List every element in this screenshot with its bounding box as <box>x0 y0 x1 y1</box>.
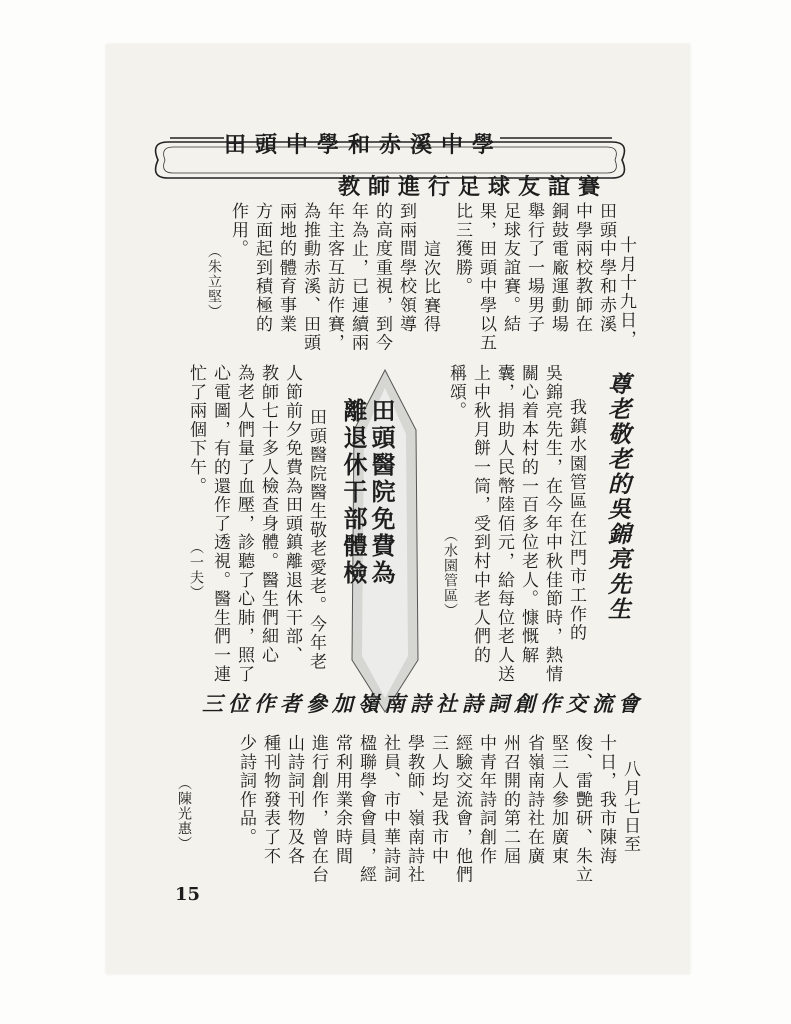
article1-col-3: 中學兩校教師在 <box>572 202 592 334</box>
article4-col-13: 常利用業余時間 <box>332 734 352 866</box>
article4-col-1: 八月七日至 <box>620 760 640 854</box>
article3-col-5: 心電圖，有的還作了透視。醫生們一連 <box>210 364 230 684</box>
article4-signature: （陳光惠） <box>176 776 192 851</box>
article1-col-1: 十月十九日， <box>616 236 636 349</box>
article4-col-16: 種刊物發表了不 <box>260 734 280 866</box>
article4-col-3: 俊、雷艷研、朱立 <box>572 734 592 885</box>
article3-col-4: 為老人們量了血壓，診聽了心肺，照了 <box>234 364 254 684</box>
article1-subtitle: 教師進行足球友誼賽 <box>338 174 609 200</box>
article4-col-2: 十日，我市陳海 <box>596 734 616 866</box>
article4-col-12: 楹聯學會會員，經 <box>356 734 376 885</box>
article4-col-14: 進行創作，曾在台 <box>308 734 328 885</box>
article1-col-14: 為推動赤溪、田頭 <box>300 202 320 353</box>
article2-col-1: 我鎮水園管區在江門市工作的 <box>566 398 586 643</box>
article3-col-2: 人節前夕免費為田頭鎮離退休干部、 <box>282 364 302 665</box>
article2-col-6: 稱頌。 <box>446 364 466 421</box>
article4-col-11: 社員、市中華詩詞 <box>380 734 400 885</box>
article1-col-13: 年主客互訪作賽， <box>324 202 344 353</box>
article1-col-5: 舉行了一場男子 <box>524 202 544 334</box>
article1-col-7: 果，田頭中學以五 <box>476 202 496 353</box>
article2-col-3: 關心着本村的一百多位老人。慷慨解 <box>518 364 538 665</box>
article3-signature: （一夫） <box>188 540 204 600</box>
article4-col-7: 中青年詩詞創作 <box>476 734 496 866</box>
article4-col-6: 州召開的第二屆 <box>500 734 520 866</box>
article1-col-10: 到兩間學校領導 <box>396 202 416 334</box>
article1-title: 田頭中學和赤溪中學 <box>224 132 504 158</box>
article2-col-5: 上中秋月餅一筒，受到村中老人們的 <box>470 364 490 665</box>
article4-col-15: 山詩詞刊物及各 <box>284 734 304 866</box>
article1-col-16: 方面起到積極的 <box>252 202 272 334</box>
page-number: 15 <box>175 884 201 905</box>
article3-col-3: 教師七十多人檢查身體。醫生們細心 <box>258 364 278 665</box>
article4-col-5: 省嶺南詩社在廣 <box>524 734 544 866</box>
article3-headline-2: 離退休干部體檢 <box>339 398 368 587</box>
article1-col-15: 兩地的體育事業 <box>276 202 296 334</box>
article1-col-6: 足球友誼賽。結 <box>500 202 520 334</box>
article4-col-8: 經驗交流會，他們 <box>452 734 472 885</box>
article1-col-17: 作用。 <box>228 202 248 259</box>
article2-col-2: 吳錦亮先生，在今年中秋佳節時，熱情 <box>542 364 562 684</box>
article2-col-4: 囊，捐助人民幣陸佰元，給每位老人送 <box>494 364 514 684</box>
article3-col-1: 田頭醫院醫生敬老愛老。今年老 <box>306 408 326 672</box>
article1-col-9: 這次比賽得 <box>420 240 440 334</box>
article4-col-17: 少詩詞作品。 <box>236 734 256 847</box>
article1-col-4: 銅鼓電廠運動場 <box>548 202 568 334</box>
article1-col-8: 比三獲勝。 <box>452 202 472 296</box>
article4-col-10: 學教師、嶺南詩社 <box>404 734 424 885</box>
article4-col-9: 三人均是我市中 <box>428 734 448 866</box>
article1-col-12: 年為止，已連續兩 <box>348 202 368 353</box>
article4-col-4: 堅三人參加廣東 <box>548 734 568 866</box>
article4-title: 三位作者參加嶺南詩社詩詞創作交流會 <box>202 691 644 716</box>
article2-title: 尊老敬老的吳錦亮先生 <box>604 372 631 622</box>
article2-signature: （水園管區） <box>442 528 458 618</box>
article1-col-11: 的高度重視，到今 <box>372 202 392 353</box>
article3-headline-1: 田頭醫院免費為 <box>367 398 396 587</box>
article1-signature: （朱立堅） <box>206 244 222 319</box>
article3-col-6: 忙了兩個下午。 <box>186 364 206 496</box>
article1-col-2: 田頭中學和赤溪 <box>596 202 616 334</box>
